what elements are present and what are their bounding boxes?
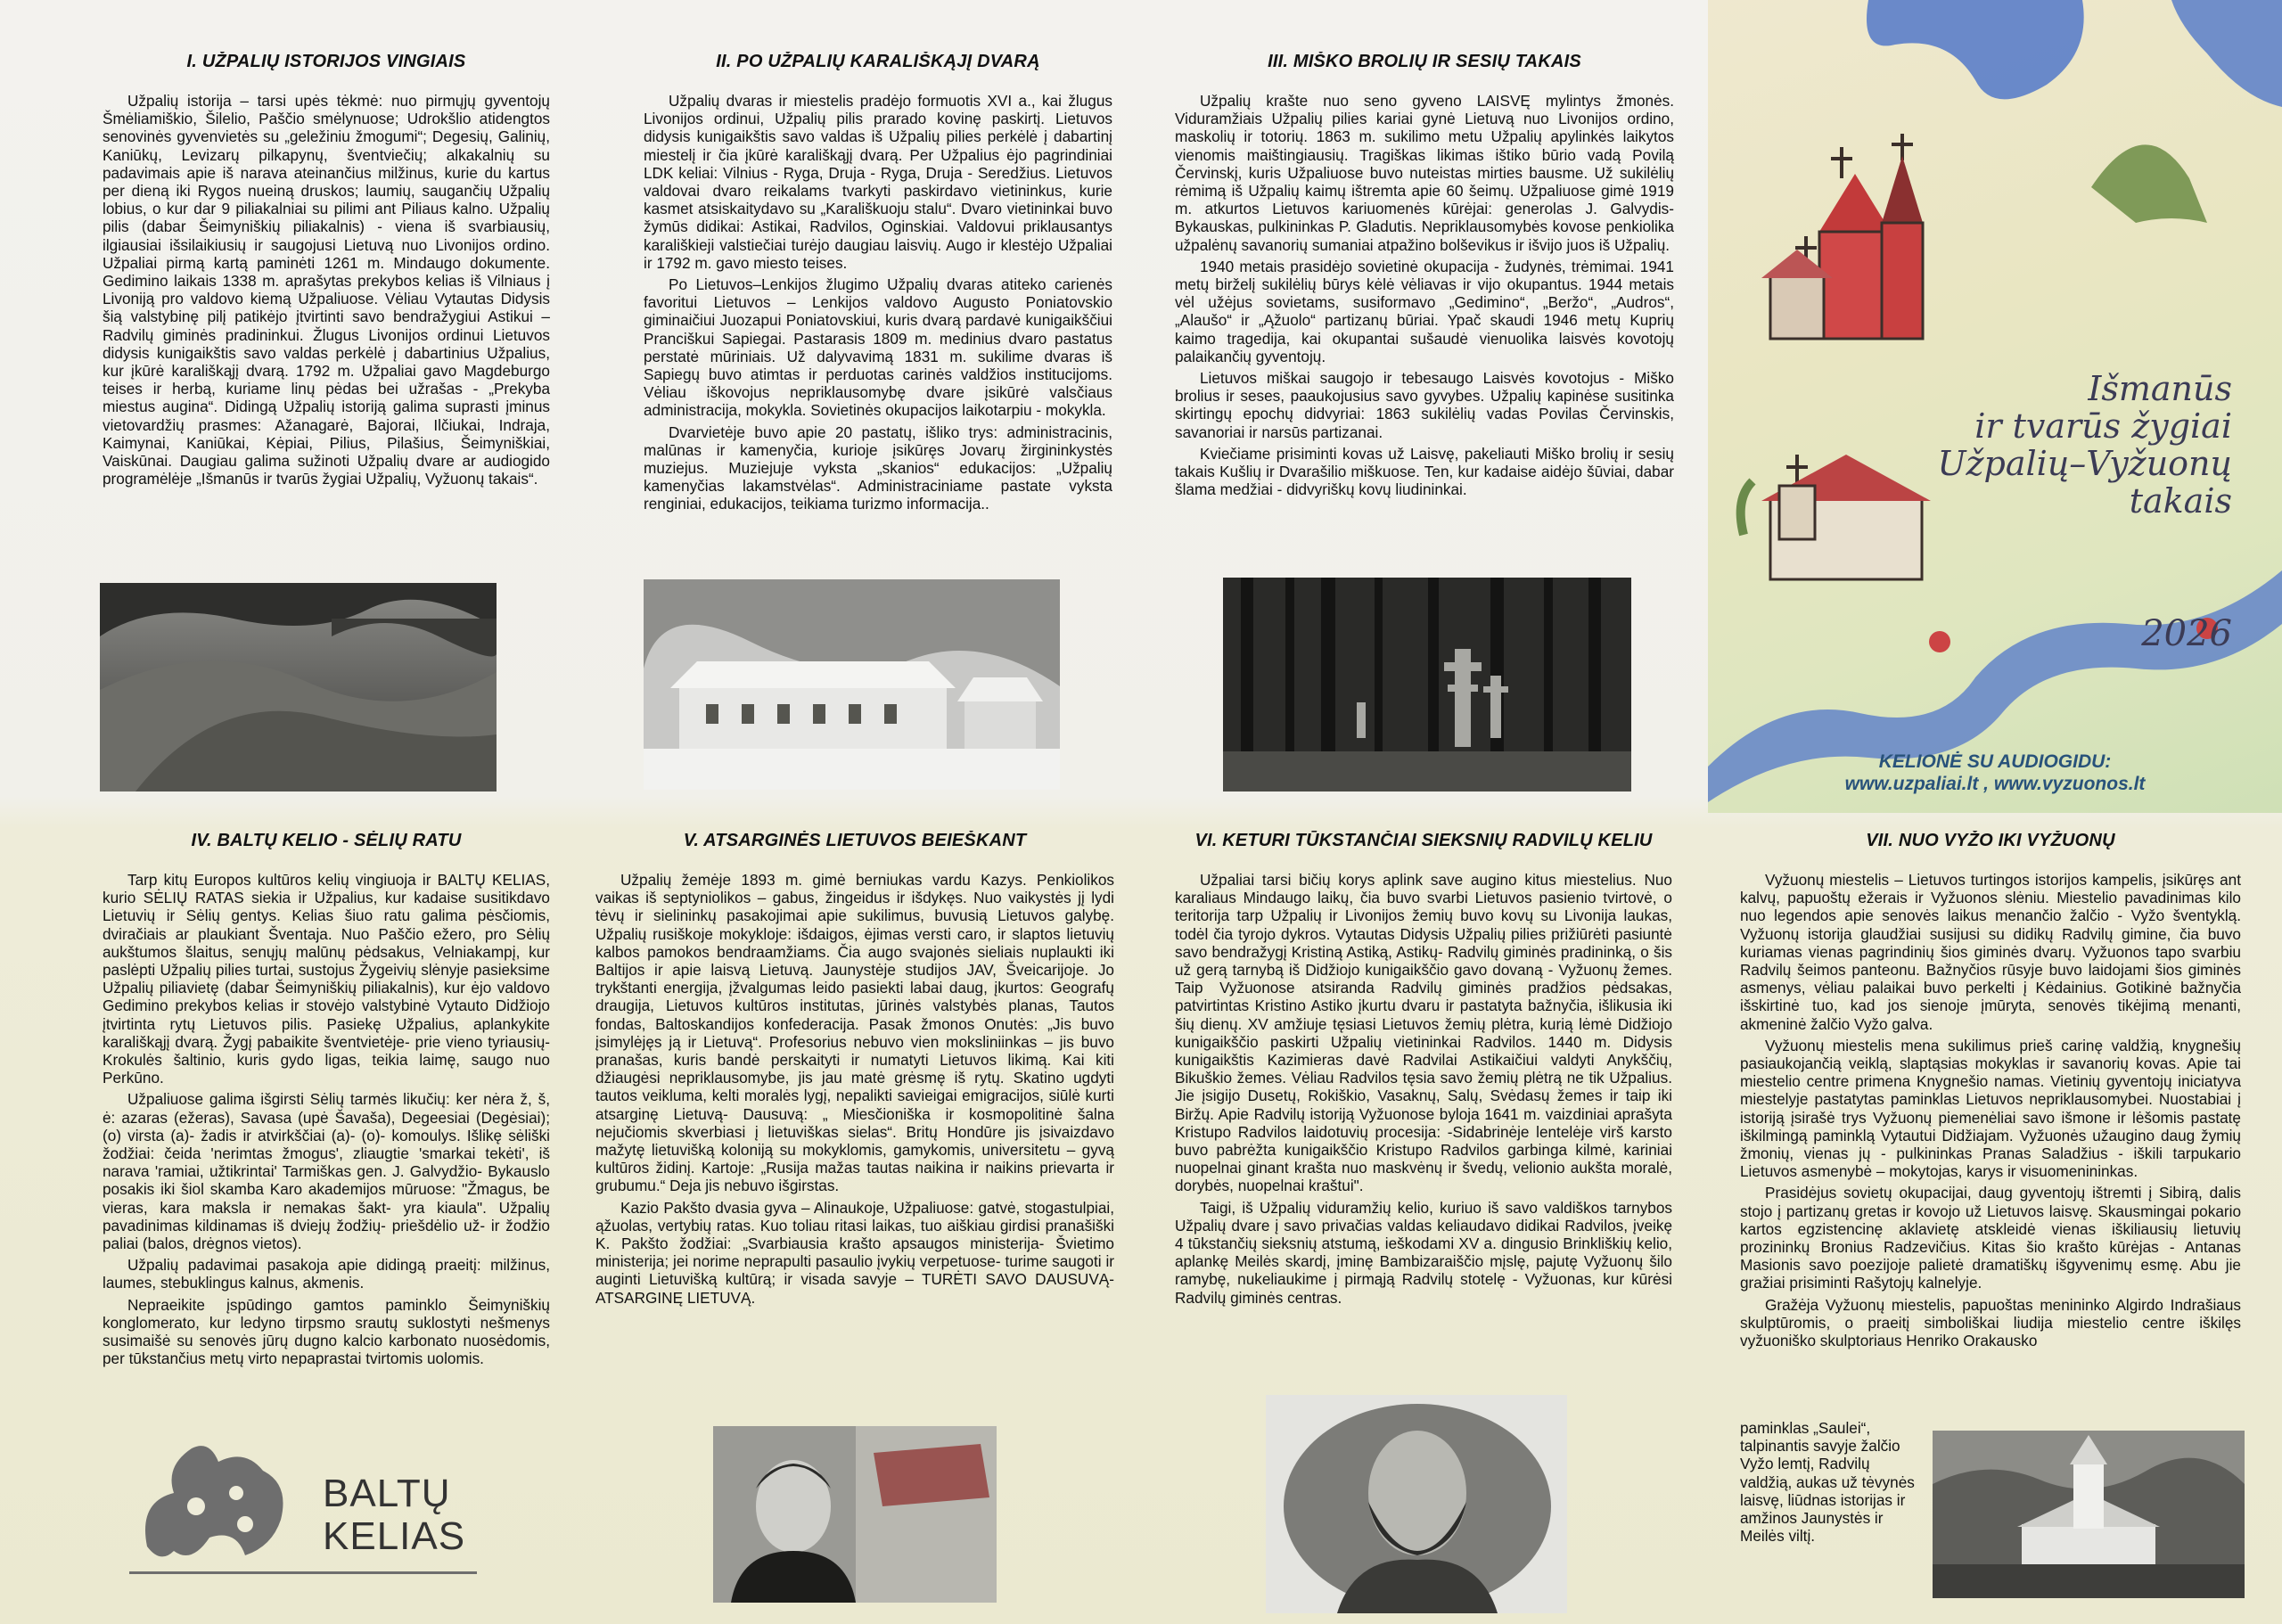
- cover-year: 2026: [2141, 613, 2232, 654]
- paragraph: Kazio Pakšto dvasia gyva – Alinaukoje, Užpaliuose: gatvė, stogastulpiai, ąžuolas, vertybių ratas. Kuo toliau ritasi laikas, tuo aiškiau girdisi pranašiški K. Pakšto žodžiai: „Svarbiausia krašto apsaugos ministerija- Švietimo ministerija; jei norime neprapulti pasaulio įvykių verpetuose- turime saugoti ir auginti Lietuvišką kultūrą; ir visada savyje – TURĖTI SAVO DAUSUVĄ- ATSARGINĘ LIETUVĄ.: [595, 1198, 1114, 1307]
- panel-text: [644, 92, 1112, 513]
- paragraph: Užpalių dvaras ir miestelis pradėjo formuotis XVI a., kai žlugus Livonijos ordinui, Užpalių pilis prarado kovinę paskirtį. Lietuvos didysis kunigaikštis savo valdas iš Užpalių pilies perkėlė į dabartinį miestelį ir čia įkūrė karališkąjį dvarą. Per Užpalius ėjo pagrindiniai LDK keliai: Vilnius - Ryga, Druja - Ryga, Druja - Seredžius. Lietuvos valdovai dvaro reikalams tvarkyti paskirdavo vietininkus, kurie kasmet atsiskaitydavo su „Karališkuoju stalu“. Dvaro vietininkai buvo žymūs didikai: Astikai, Radvilos, Oginskiai. Valdovui priklausantys karališkieji valstiečiai turėjo daugiau laisvių. Augo ir klestėjo Užpaliai ir 1792 m. gavo miesto teises.: [644, 92, 1112, 272]
- panel-manor: [644, 52, 1112, 578]
- cover-panel: [1708, 0, 2282, 813]
- panel-text: [1175, 871, 1672, 1307]
- cover-title-line: ir tvarūs žygiai: [1974, 406, 2232, 446]
- panel-title: VII. NUO VYŽO IKI VYŽUONŲ: [1866, 831, 2115, 850]
- panel-vyzuonos-tail: paminklas „Saulei“, talpinantis savyje žalčio Vyžo lemtį, Radvilų valdžią, aukas už tėvynės laisvę, liūdnas istorijas ir amžinos Jaunystės ir Meilės viltį.: [1740, 1419, 1915, 1546]
- photo-forest-crosses: [1223, 578, 1631, 791]
- paragraph: Užpalių istorija – tarsi upės tėkmė: nuo pirmųjų gyventojų Šmėliamiškio, Šilelio, Paščio smėlynuose; Udrokšlio atidengtos senovinės gyvenvietės su „geležiniu žmogumi“; Degesių, Galinių, Kaniūkų, Levizarų pilkapynų, šventviečių; alkakalnių su padavimais apie iš narava ateinančius milžinus, kurie du kartus per dieną iki Rygos nueiną druskos; laumių, saugančių Užpalių lobius, o kur dar 9 piliakalniai su pilimi ant Piliaus kalno. Užpalių pilis (dabar Šeimyniškių piliakalnis) - viena iš svarbiausių, ilgiausiai išsilaikiusių ir saugojusi Lietuvą nuo Livonijos ordino. Užpaliai pirmą kartą paminėti 1261 m. Mindaugo dokumente. Gedimino laikais 1338 m. aprašytas prekybos kelias iš Vilniaus į Livoniją pro valdovo kiemą Užpaliuose. Vėliau Vytautas Didysis šią valstybinę pilį patikėjo įtvirtinti savo bendražygiui Astikui – Radvilų giminės pradininkui. Žlugus Livonijos ordinui Lietuvos didysis kunigaikštis savo valdas perkėlė į dabartinius Užpalius, kur įkūrė karališkąjį dvarą. 1792 m. Užpaliai gavo Magdeburgo teises ir herbą, kuriame linų pėdas bei užrašas - „Prekyba miestus augina“. Didingą Užpalių istoriją galima suprasti įminus vietovardžių prasmes: Ažanagarė, Bajorai, Ilčiukai, Indraja, Kaimynai, Kaniūkai, Kėpiai, Pilius, Pilašius, Šeimyniškiai, Vaiskūnai. Daugiau galima sužinoti Užpalių dvare ar audiogido programėlėje „Išmanūs ir tvarūs žygiai Užpalių, Vyžuonų takais“.: [103, 92, 550, 488]
- paragraph: Dvarvietėje buvo apie 20 pastatų, išliko trys: administracinis, malūnas ir kamenyčia, kurioje įsikūręs Jovarų žirgininkystės muziejus. Muziejuje vyksta „skanios“ edukacijos: „Užpalių kamenyčias lakamstvėlas“. Administraciniame pastate vyksta renginiai, edukacijos, teikiama turizmo informacija..: [644, 422, 1112, 513]
- panel-text: [1175, 92, 1674, 498]
- photo-manor-winter: [644, 579, 1060, 790]
- paragraph: Užpalių krašte nuo seno gyveno LAISVĘ mylintys žmonės. Viduramžiais Užpalių pilies kariai gynė Lietuvą nuo Livonijos ordino, maskolių ir totorių. 1863 m. sukilimo metu Užpalių apylinkės laikytos vienomis maištingiausių. Tragiškas likimas ištiko būrio vadą Povilą Červinskį, kuris Užpaliuose buvo nuteistas mirties bausme. Už sukilėlių rėmimą iš Užpalių kaimų ištremta apie 60 šeimų. Užpaliuose gimė 1919 m. atkurtos Lietuvos kariuomenės kūrėjai: generolas J. Galvydis-Bykauskas, pulkininkas P. Gladutis. Nepriklausomybės kovose penkiolika užpalėnų savanorių sumaniai atpažino bolševikus ir išvijo juos iš Užpalių.: [1175, 92, 1674, 254]
- paragraph: Kviečiame prisiminti kovas už Laisvę, pakeliauti Miško brolių ir sesių takais Kušlių ir Dvarašilio miškuose. Ten, kur kadaise aidėjo šūviai, dabar šlama medžiai - didvyriškų kovų liudininkai.: [1175, 444, 1674, 499]
- paragraph: Taigi, iš Užpalių viduramžių kelio, kuriuo iš savo valdiškos tarnybos Užpalių dvare į savo privačias valdas keliaudavo didikai Radvilos, įveikę 4 tūkstančių sieksnių atstumą, ieškodami XV a. dingusio Brinkliškių kelio, aplankę Meilės skardį, įminę Bambizaraiščio mįslę, pajutę Vyžuonų šilo ramybę, nukeliaukime į pirmąją Radvilų stotelę - Vyžuonas, kur kūrėsi Radvilų giminės centras.: [1175, 1198, 1672, 1307]
- paragraph: Prasidėjus sovietų okupacijai, daug gyventojų ištremti į Sibirą, dalis stojo į partizanų gretas ir kovojo už Lietuvos laisvę. Skausmingai pokario kartos egzistencinę aklavietę atskleidė vienas iškiliausių lietuvių prozininkų Bronius Radzevičius. Kitas šio krašto kūrėjas - Antanas Masionis savo poezijoje palietė dramatiškų išgyvenimų esmę. Abu jie gražiai prisiminti Rašytojų kalnelyje.: [1740, 1184, 2241, 1292]
- paragraph: Tarp kitų Europos kultūros kelių vingiuoja ir BALTŲ KELIAS, kurio SĖLIŲ RATAS siekia ir Užpalius, kur kadaise susitikdavo Lietuvių ir Sėlių gentys. Kelias šiuo ratu galima pėsčiomis, dviračiais ar plaukiant Šventaja. Nuo Paščio ežero, pro Sėlių aukštumos šlaitus, senųjų malūnų pėdsakus, Velniakampį, kur paslėpti Užpalių pilies turtai, sustojus Žygeivių slėnyje pasieksime Užpalių piliavietę (dabar Šeimyniškių piliakalnis), kur ėjo valdovo Gedimino prekybos kelias ir stovėjo valstybinė Vytauto Didžiojo įtvirtinta rytų Lietuvos pilis. Pasiekę Užpalius, aplankykite karališkąjį dvarą. Žygį pabaikite šventvietėje- prie vieno tyriausių- Krokulės šaltinio, kuris gydo ligas, teikia laimę, saugo nuo Perkūno.: [103, 871, 550, 1087]
- panel-reserve-lithuania: [595, 831, 1114, 1428]
- panel-radvila-road: [1175, 831, 1672, 1392]
- panel-partisans: [1175, 52, 1674, 578]
- panel-text: [595, 871, 1114, 1307]
- photo-radvila-portrait: [1266, 1395, 1567, 1613]
- paragraph: Užpaliuose galima išgirsti Sėlių tarmės likučių: ker nėra ž, š, ė: azaras (ežeras), Savasa (upė Šavaša), Degeesiai (Degėsiai); (o) virsta (a)- žadis ir atvirkščiai (a)- (o)- komoulys. Išlikę sėliški žodžiai: čeida 'nerimtas žmogus', zliaugtie 'smarkai tekėti', iš narava 'ramiai, užtikrintai' Tarmiškas gen. J. Galvydžio- Bykauslo posakis iki šiol skamba Karo akademijos mūruose: "Žmagus, be vieras, kara maksla ir nemakas šakt- yra kiaula". Užpalių pavadinimas kildinamas iš dviejų žodžių- priešdėlio už- ir žodžio paliai (balos, drėgnos vietos).: [103, 1090, 550, 1253]
- paragraph: Nepraeikite įspūdingo gamtos paminklo Šeimyniškių konglomerato, kur ledyno tirpsmo srautų suklostyti nešmenys susimaišė su senovės jūrų dugno kalcio karbonato nuosėdomis, per tūkstančius metų virto nepaprastai tvirtomis uolomis.: [103, 1295, 550, 1368]
- paragraph: Po Lietuvos–Lenkijos žlugimo Užpalių dvaras atiteko carienės favoritui Lietuvos – Lenkijos valdovo Augusto Poniatovskio giminaičiui Juozapui Poniatovskiui, kuris dvarą pardavė kunigaikščiui Pranciškui Sapiegai. Pastarasis 1809 m. medinius dvaro pastatus perstatė mūriniais. Už dalyvavimą 1831 m. sukilime dvaras iš Sapiegų buvo atimtas ir perduotas carinės valdžios institucijoms. Vėliau iškovojus nepriklausomybę dvare įsikūrė valsčiaus administracija, mokykla. Sovietinės okupacijos laikotarpiu - mokykla.: [644, 275, 1112, 420]
- panel-title: VI. KETURI TŪKSTANČIAI SIEKSNIŲ RADVILŲ KELIU: [1194, 831, 1653, 850]
- logo-line: KELIAS: [323, 1514, 466, 1558]
- photo-kazys-paksas: [713, 1426, 997, 1603]
- cover-title-line: takais: [2129, 481, 2232, 521]
- paragraph: 1940 metais prasidėjo sovietinė okupacija - žudynės, trėmimai. 1941 metų birželį sukilėlių būrys kėlė vėliavas ir vijo okupantus. 1944 metais vėl užėjus sovietams, susiformavo „Gedimino“, „Beržo“, „Audros“, „Alaušo“ ir „Ąžuolo“ partizanų būriai. Ypač skaudi 1946 metų Kuprių kaimo tragedija, kai okupantai sušaudė vienuolika laisvės kovotojų palaikančių gyventojų.: [1175, 257, 1674, 365]
- cover-audio-info: [1708, 750, 2282, 795]
- logo-line: BALTŲ: [323, 1472, 451, 1515]
- paragraph: Gražėja Vyžuonų miestelis, papuoštas menininko Algirdo Indrašiaus skulptūromis, o praeitį simboliškai liudija miestelio centre iškilęs vyžuoniško skulptoriaus Henriko Orakausko: [1740, 1295, 2241, 1350]
- cover-title: [1938, 370, 2233, 520]
- panel-text: [103, 871, 550, 1367]
- panel-history: [103, 52, 550, 578]
- photo-hillfort: [100, 583, 497, 791]
- panel-title: III. MIŠKO BROLIŲ IR SESIŲ TAKAIS: [1268, 52, 1581, 71]
- paragraph: Vyžuonų miestelis mena sukilimus prieš carinę valdžią, knygnešių pasiaukojančią veiklą, slaptąsias mokyklas ir savanorių kovas. Apie tai miestelio centre primena Knygnešio namas. Vietinių gyventojų iniciatyva miestelyje pastatytas paminklas Lietuvos nepriklausomybei. Nuostabiai į istoriją įsirašė trys Vyžuonų piemenėliai savo išmone ir lėšomis pastatę iškilmingą paminklą Vytautui Didžiajam. Vyžuonės užaugino daug žymių žmonių, vienas jų - pulkininkas Pranas Saladžius - iškili tarpukario Lietuvos asmenybė – mokytojas, karys ir visuomenininkas.: [1740, 1036, 2241, 1181]
- paragraph: Lietuvos miškai saugojo ir tebesaugo Laisvės kovotojus - Miško brolius ir seses, paaukojusius savo gyvybes. Užpalių kapinėse susitinka skirtingų epochų didvyriai: 1863 sukilėlių vadas Povilas Červinskis, savanoriai ir narsūs partizanai.: [1175, 369, 1674, 441]
- audio-guide-label: KELIONĖ SU AUDIOGIDU:: [1878, 751, 2112, 772]
- cover-title-line: Išmanūs: [2088, 369, 2232, 408]
- panel-balts-way: [103, 831, 550, 1419]
- panel-title: V. ATSARGINĖS LIETUVOS BEIEŠKANT: [683, 831, 1027, 850]
- panel-text: [103, 92, 550, 488]
- photo-vyzuonos-church: [1933, 1431, 2245, 1598]
- panel-vyzuonos: [1740, 831, 2241, 1423]
- paragraph: Užpaliai tarsi bičių korys aplink save augino kitus miestelius. Nuo karaliaus Mindaugo laikų, čia buvo svarbi Lietuvos pasienio tvirtovė, o teritorija tarp Užpalių ir Livonijos žemių buvo kovų su Livonija laukas, todėl čia tyrojo dykros. Vytautas Didysis Užpalių pilies prižiūrėti pasiuntė savo bendražygį Kristiną Astiką, Astikų- Radvilų giminės pradininką, o šis už gerą tarnybą iš Didžiojo kunigaikščio gavo dovaną - Vyžuonų žemes. Taip Vyžuonose atsiranda Radvilų giminės pradžios pėdsakas, patvirtintas Kristino Astiko įkurtu dvaru ir pastatyta bažnyčia, išlikusia iki šių dienų. XV amžiuje tęsiasi Lietuvos žemių plėtra, kurią lėmė Didžiojo kunigaikščio paskirti Užpalių vietininkai Radvilos. 1440 m. Didysis kunigaikštis Kazimieras davė Radvilai Astikaičiui valdyti Anykščių, Bikuškio žemes. Vėliau Radvilos tęsia savo žemių plėtrą ne tik Užpalius. Jie įsigijo Dusetų, Rokiškio, Vasaknų, Salų, Svėdasų žemes ir taip iki Biržų. Apie Radvilų istoriją Vyžuonose byloja 1641 m. vaizdiniai aprašyta Kristupo Radvilos laidotuvių procesija: -Sidabrinėje lentelėje virš karsto buvo pabrėžta kunigaikščio Kristupo Radvilos garbinga kilmė, kariniai nuopelnai ginant krašta nuo maskvėnų ir švedų, velionio aukšta moralė, dorybės, nuopelnai kraštui".: [1175, 871, 1672, 1195]
- audio-guide-links[interactable]: www.uzpaliai.lt , www.vyzuonos.lt: [1844, 774, 2146, 794]
- paragraph: Užpalių žemėje 1893 m. gimė berniukas vardu Kazys. Penkiolikos vaikas iš septyniolikos – gabus, žingeidus ir išdykęs. Nuo vaikystės jį lydi tėvų ir sielininkų pasakojimai apie sukilimus, buvusią Lietuvos galybę. Užpalių rusiškoje mokykloje: išdaigos, ėjimas versti caro, ir slaptos lietuvių kalbos pamokos bendraamžiams. Čia augo svajonės sieliais nuplaukti iki Baltijos ir apie laisvą Lietuvą. Jaunystėje studijos JAV, Šveicarijoje. Jo trykštanti energija, įžvalgumas leido pasiekti labai daug, įkurtos: Geografų draugija, Lietuvos kultūros institutas, jūrinės valstybės planas, Tautos fondas, Baltoskandijos konfederacija. Pasak žmonos Onutės: „Jis buvo įsimylėjęs ją ir Lietuvą“. Profesorius nebuvo vien moksliniinkas – jis buvo pranašas, kuris bandė perskaityti ir numatyti Lietuvos likimą. Kai kiti džiaugėsi nepriklausomybe, jis jau matė grėsmę iš rytų. Skatino ugdyti tautos veikluma, kelti moralės lygį, nepalikti savieigai emigracijos, siūlė kurti atsarginę Lietuvą- Dausuvą: „ Miesčioniška ir kosmopolitinė šalna nejučiomis skverbiasi į lietuviškas sielas“. Britų Hondūre jis įsivaizdavo mažytę lietuvišką koloniją su mokyklomis, gamykomis, universitetu – gyvą kultūros židinį. Kartoje: „Rusija mažas tautas naikina ir naikins prievarta ir grubumu.“ Deja jis nebuvo išgirstas.: [595, 871, 1114, 1195]
- paragraph: Vyžuonų miestelis – Lietuvos turtingos istorijos kampelis, įsikūręs ant kalvų, papuoštų ežerais ir Vyžuonos slėniu. Miestelio pavadinimas kilo nuo legendos apie senovės laikus menančio žalčio - Vyžo šventyklą. Vyžuonų istorija glaudžiai susijusi su didikų Radvilų gimine, čia buvo kuriamas vienas pagrindinių šios giminės dvarų. Vyžuonos tapo svarbiu Radvilų šeimos panteonu. Bažnyčios rūsyje buvo laidojami šios giminės asmenys, vėliau palaikai buvo perkelti į Kėdainius. Gotikinė bažnyčia išskirtinė tuo, kad jos sienoje įmūryta, senovės tikėjimą menanti, akmeninė žalčio Vyžo galva.: [1740, 871, 2241, 1033]
- baltu-kelias-logo-text: [323, 1472, 465, 1558]
- paragraph: Užpalių padavimai pasakoja apie didingą praeitį: milžinus, laumes, stebuklingus kalnus, akmenis.: [103, 1256, 550, 1292]
- panel-title: II. PO UŽPALIŲ KARALIŠKĄJĮ DVARĄ: [716, 52, 1040, 71]
- panel-title: IV. BALTŲ KELIO - SĖLIŲ RATU: [191, 831, 462, 850]
- panel-title: I. UŽPALIŲ ISTORIJOS VINGIAIS: [186, 52, 466, 71]
- panel-text: [1740, 871, 2241, 1349]
- cover-title-line: Užpalių–Vyžuonų: [1937, 444, 2232, 483]
